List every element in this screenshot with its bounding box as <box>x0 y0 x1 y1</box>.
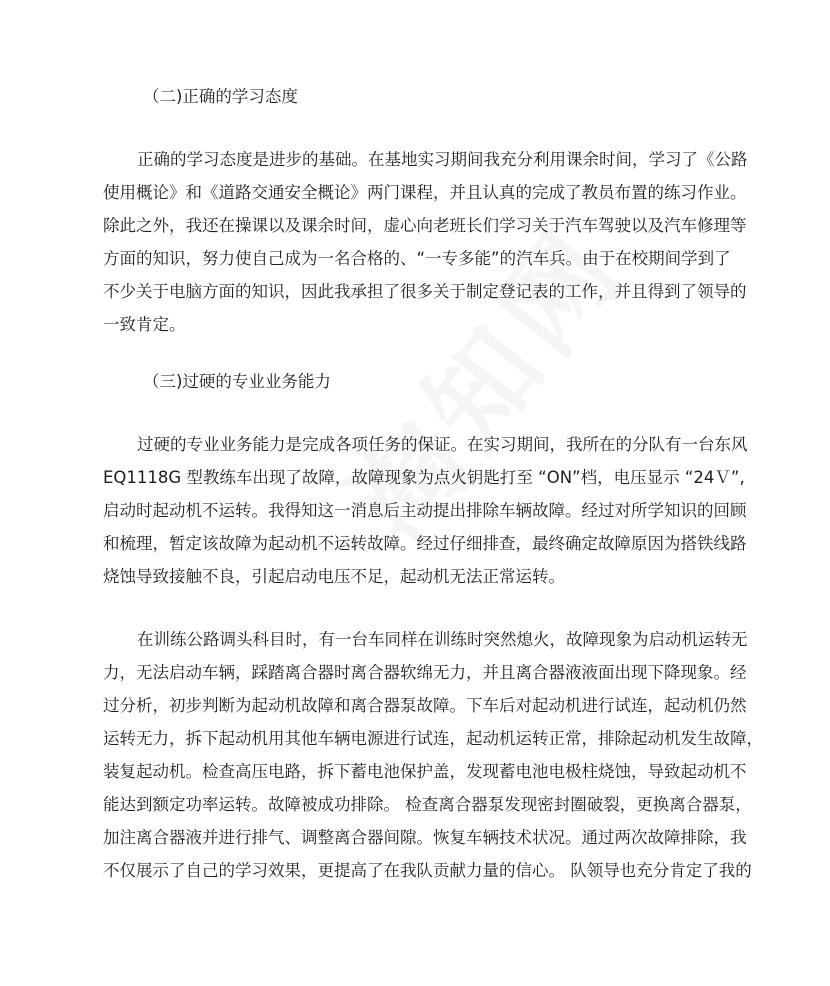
paragraph-line: 除此之外，我还在操课以及课余时间，虚心向老班长们学习关于汽车驾驶以及汽车修理等 <box>103 216 747 235</box>
paragraph-line: 烧蚀导致接触不良，引起启动电压不足，起动机无法正常运转。 <box>103 567 565 586</box>
section-heading-2: （二)正确的学习态度 <box>143 87 298 106</box>
paragraph-line: 在训练公路调头科目时，有一台车同样在训练时突然熄火，故障现象为启动机运转无 <box>137 630 748 649</box>
paragraph-line: 不仅展示了自己的学习效果，更提高了在我队贡献力量的信心。 队领导也充分肯定了我的 <box>103 861 752 880</box>
paragraph-line: 不少关于电脑方面的知识，因此我承担了很多关于制定登记表的工作，并且得到了领导的 <box>103 282 747 301</box>
paragraph-line: 过分析，初步判断为起动机故障和离合器泵故障。下车后对起动机进行试连，起动机仍然 <box>103 696 747 715</box>
paragraph-line: 装复起动机。检查高压电路，拆下蓄电池保护盖，发现蓄电池电极柱烧蚀，导致起动机不 <box>103 762 747 781</box>
paragraph-learning-attitude <box>103 143 748 341</box>
paragraph-line: 一致肯定。 <box>103 315 186 334</box>
paragraph-line: 启动时起动机不运转。我得知这一消息后主动提出排除车辆故障。经过对所学知识的回顾 <box>103 501 747 520</box>
paragraph-line: EQ1118G 型教练车出现了故障，故障现象为点火钥匙打至 “ON”档，电压显示 “24Ｖ”, <box>103 468 745 487</box>
paragraph-professional-ability <box>103 428 748 593</box>
paragraph-line: 使用概论》和《道路交通安全概论》两门课程，并且认真的完成了教员布置的练习作业。 <box>103 183 747 202</box>
section-heading-3: （三)过硬的专业业务能力 <box>143 372 331 391</box>
paragraph-training-fault <box>103 623 763 887</box>
paragraph-line: 力，无法启动车辆，踩踏离合器时离合器软绵无力，并且离合器液液面出现下降现象。经 <box>103 663 747 682</box>
paragraph-line: 方面的知识，努力使自己成为一名合格的、“一专多能”的汽车兵。由于在校期间学到了 <box>103 249 731 268</box>
paragraph-line: 过硬的专业业务能力是完成各项任务的保证。在实习期间，我所在的分队有一台东风 <box>137 435 748 454</box>
paragraph-line: 运转无力，拆下起动机用其他车辆电源进行试连，起动机运转正常，排除起动机发生故障， <box>103 729 763 748</box>
paragraph-line: 加注离合器液并进行排气、调整离合器间隙。恢复车辆技术状况。通过两次故障排除，我 <box>103 828 747 847</box>
paragraph-line: 能达到额定功率运转。故障被成功排除。 检查离合器泵发现密封圈破裂，更换离合器泵， <box>103 795 752 814</box>
paragraph-line: 和梳理，暂定该故障为起动机不运转故障。经过仔细排查，最终确定故障原因为搭铁线路 <box>103 534 747 553</box>
paragraph-line: 正确的学习态度是进步的基础。在基地实习期间我充分利用课余时间，学习了《公路 <box>137 150 748 169</box>
